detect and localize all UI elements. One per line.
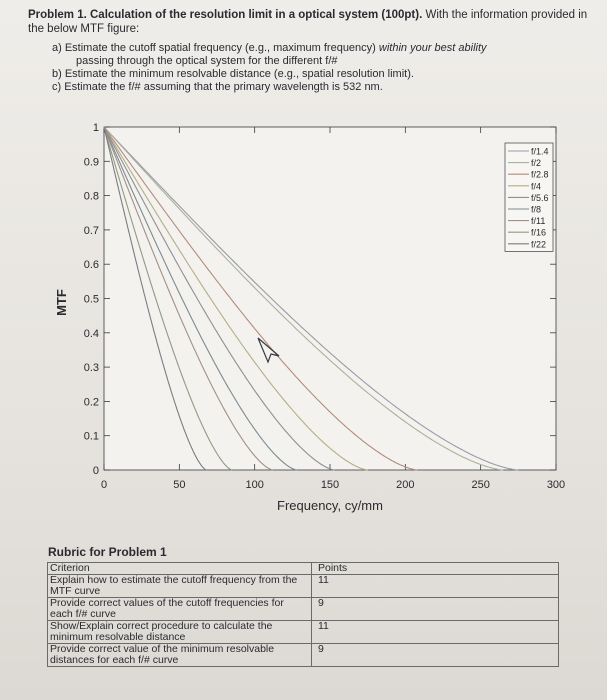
rubric-points: 11 xyxy=(312,621,559,644)
item-a-text-italic: within your best ability xyxy=(378,42,487,54)
rubric-table xyxy=(47,562,559,667)
y-tick-label: 0.1 xyxy=(83,430,99,443)
x-tick-label: 100 xyxy=(245,479,264,491)
rubric-header-criterion: Criterion xyxy=(48,563,312,575)
problem-heading: Problem 1. Calculation of the resolution limit in a optical system (100pt). xyxy=(28,9,423,21)
rubric-points: 9 xyxy=(312,598,559,621)
item-a-text-after: passing through the optical system for the different f/# xyxy=(76,55,338,67)
x-tick-label: 200 xyxy=(396,479,415,491)
x-tick-label: 250 xyxy=(471,479,490,491)
legend-label: f/16 xyxy=(531,227,547,238)
item-b-prefix: b) xyxy=(52,68,62,80)
item-c-prefix: c) xyxy=(52,81,62,93)
rubric-points: 9 xyxy=(312,644,559,667)
rubric-row xyxy=(48,621,559,644)
y-tick-label: 0 xyxy=(92,465,99,477)
x-axis-title: Frequency, cy/mm xyxy=(277,498,383,513)
rubric-criterion: Provide correct values of the cutoff frequencies for each f/# curve xyxy=(48,598,312,621)
item-c-text: Estimate the f/# assuming that the primary wavelength is 532 nm. xyxy=(64,81,383,93)
legend-label: f/2.8 xyxy=(531,169,549,180)
y-tick-label: 0.3 xyxy=(83,362,99,375)
legend-label: f/1.4 xyxy=(531,146,549,157)
rubric-points: 11 xyxy=(312,575,559,598)
y-tick-label: 0.4 xyxy=(83,327,99,340)
y-tick-label: 1 xyxy=(92,122,99,134)
legend-label: f/2 xyxy=(531,158,542,169)
problem-intro: With the information provided in the below MTF figure: xyxy=(28,9,588,35)
rubric-row xyxy=(48,644,559,667)
y-tick-label: 0.5 xyxy=(83,293,99,306)
y-tick-label: 0.6 xyxy=(83,259,99,272)
legend-label: f/5.6 xyxy=(531,192,549,203)
rubric-criterion: Provide correct value of the minimum resolvable distances for each f/# curve xyxy=(48,644,312,667)
rubric-row xyxy=(48,575,559,598)
legend-label: f/4 xyxy=(531,181,542,192)
legend-label: f/22 xyxy=(531,239,547,250)
x-tick-label: 300 xyxy=(546,479,566,491)
y-tick-label: 0.2 xyxy=(83,396,99,409)
legend-label: f/11 xyxy=(531,216,546,227)
legend-label: f/8 xyxy=(531,204,542,215)
x-tick-label: 0 xyxy=(100,479,108,491)
rubric-criterion: Show/Explain correct procedure to calculate the minimum resolvable distance xyxy=(48,621,312,644)
item-a-prefix: a) xyxy=(52,42,62,54)
item-b-text: Estimate the minimum resolvable distance (e.g., spatial resolution limit). xyxy=(64,68,414,80)
y-tick-label: 0.7 xyxy=(83,224,99,237)
x-tick-label: 50 xyxy=(173,479,186,491)
y-tick-label: 0.8 xyxy=(83,190,99,203)
rubric-criterion: Explain how to estimate the cutoff frequency from the MTF curve xyxy=(48,575,312,598)
y-tick-label: 0.9 xyxy=(83,156,99,169)
rubric-title: Rubric for Problem 1 xyxy=(48,545,167,559)
rubric-row xyxy=(48,598,559,621)
rubric-header-row xyxy=(48,563,559,575)
x-tick-label: 150 xyxy=(320,479,340,491)
y-axis-title: MTF xyxy=(54,289,69,316)
item-a-text-before: Estimate the cutoff spatial frequency (e.g., maximum frequency) xyxy=(64,42,376,54)
rubric-header-points: Points xyxy=(312,563,559,575)
